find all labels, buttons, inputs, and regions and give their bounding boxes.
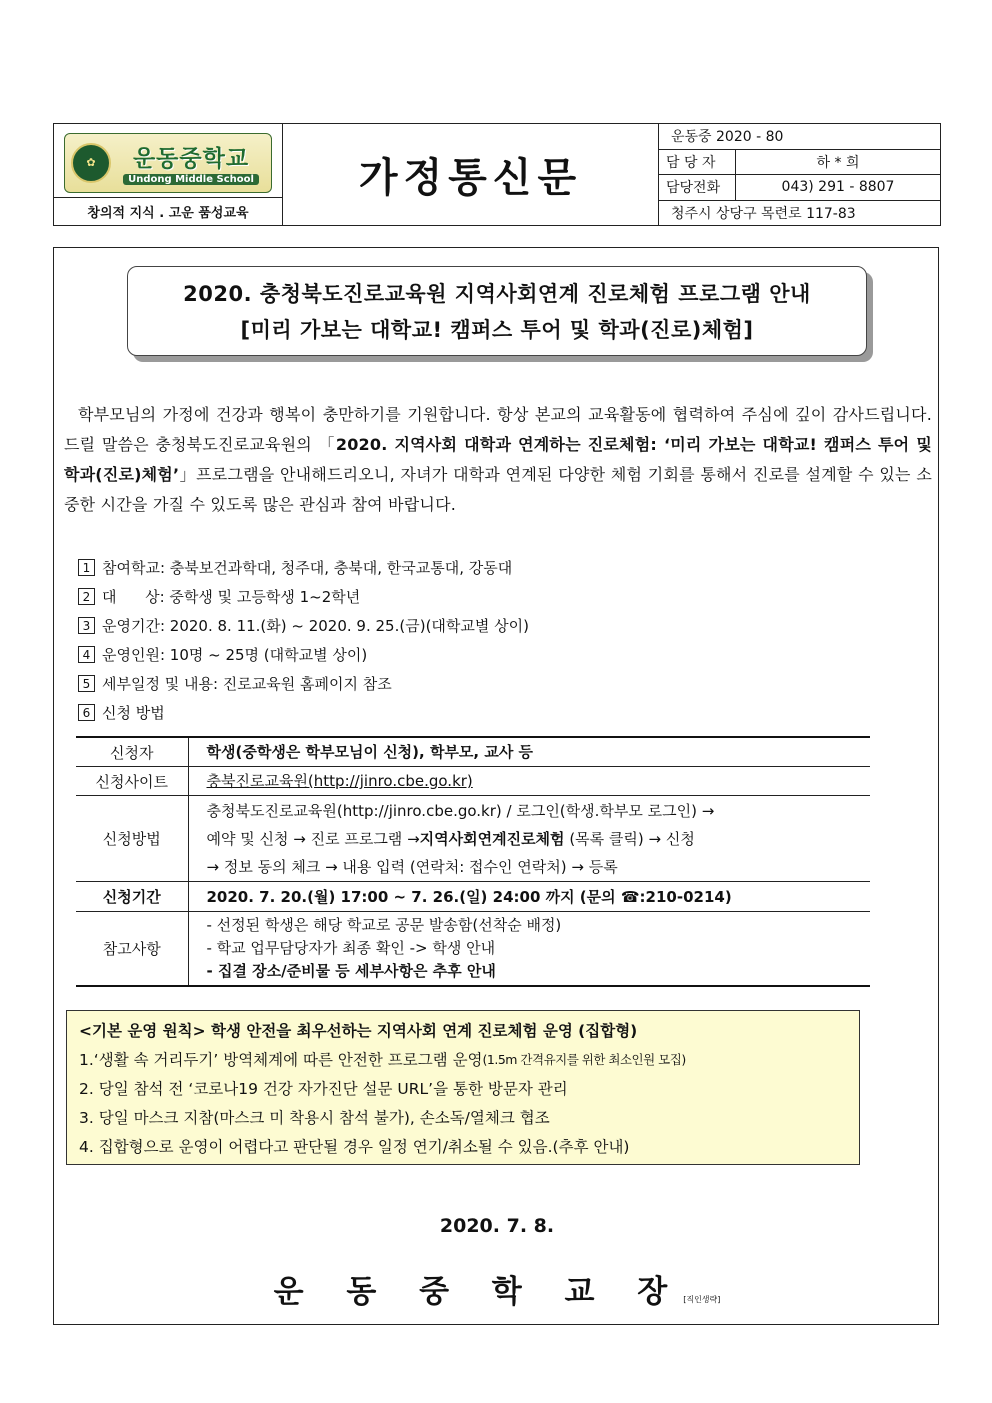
method-line-3: → 정보 동의 체크 → 내용 입력 (연락처: 접수인 연락처) → 등록 [206,857,618,876]
note-3: - 집결 장소/준비물 등 세부사항은 추후 안내 [206,961,496,980]
doc-number-row [659,124,940,150]
document-header [53,123,941,226]
rule-2: 2. 당일 참석 전 ‘코로나19 건강 자가진단 설문 URL’을 통한 방문자 관리 [79,1079,568,1098]
document-body [53,247,939,1325]
rules-heading: <기본 운영 원칙> 학생 안전을 최우선하는 지역사회 연계 진로체험 운영 (집합형) [79,1021,638,1040]
principal-title: 운 동 중 학 교 장 [273,1274,684,1310]
logo-cell [54,124,283,225]
item-number: 3 [78,617,95,634]
seal-note: [직인생략] [683,1295,721,1304]
list-item [78,698,529,727]
item-number: 1 [78,559,95,576]
applicant-value: 학생(중학생은 학부모님이 신청), 학부모, 교사 등 [188,737,870,767]
title-cell [283,124,659,225]
address-row [659,201,940,226]
item-text: 운영기간: 2020. 8. 11.(화) ~ 2020. 9. 25.(금)(대학교별 상이) [102,617,529,635]
period-label: 신청기간 [76,882,188,912]
method-line-2-start: 예약 및 신청 → 진로 프로그램 → [206,829,420,848]
phone-row [659,175,940,201]
table-row [76,767,870,796]
item-number: 6 [78,704,95,721]
item-text: 참여학교: 충북보건과학대, 청주대, 충북대, 한국교통대, 강동대 [102,559,513,577]
manager-value: 하 * 희 [816,154,860,171]
logo-english-name: Undong Middle School [123,174,259,185]
logo-text [117,140,265,185]
intro-paragraph [64,400,932,520]
period-value: 2020. 7. 20.(월) 17:00 ~ 7. 26.(일) 24:00 까지 (문의 ☎:210-0214) [188,882,870,912]
list-item [78,582,529,611]
manager-row [659,150,940,176]
item-text: 운영인원: 10명 ~ 25명 (대학교별 상이) [102,646,368,664]
banner-line-1: 2020. 충청북도진로교육원 지역사회연계 진로체험 프로그램 안내 [183,282,811,306]
rule-1-text: 1.‘생활 속 거리두기’ 방역체계에 따른 안전한 프로그램 운영 [79,1050,483,1069]
notes-value [188,912,870,986]
logo-badge [64,133,272,193]
method-label: 신청방법 [76,796,188,882]
table-row [76,796,870,882]
list-item [78,611,529,640]
notes-label: 참고사항 [76,912,188,986]
item-text: 세부일정 및 내용: 진로교육원 홈페이지 참조 [102,675,392,693]
method-line-2 [207,825,871,853]
school-emblem-icon: ✿ [71,143,111,183]
program-banner [127,266,867,356]
banner-line-2: [미리 가보는 대학교! 캠퍼스 투어 및 학과(진로)체험] [240,318,754,342]
site-link[interactable]: 충북진로교육원(http://jinro.cbe.go.kr) [206,772,473,790]
method-line-2-end: (목록 클릭) → 신청 [564,829,695,848]
list-item [78,553,529,582]
intro-program-name: 2020. 지역사회 대학과 연계하는 진로체험: ‘미리 가보는 대학교! 캠퍼스 투어 및 학과(진로)체험’ [64,435,932,484]
application-table [76,736,870,987]
phone-label: 담당전화 [659,175,736,200]
document-title: 가정통신문 [358,155,583,201]
applicant-label: 신청자 [76,737,188,767]
school-logo [54,124,282,197]
site-label: 신청사이트 [76,767,188,796]
address: 청주시 상당구 목련로 117-83 [671,205,856,222]
table-row [76,912,870,986]
method-program-name: 지역사회연계진로체험 [419,829,565,848]
doc-number: 운동중 2020 - 80 [671,129,784,146]
phone-value: 043) 291 - 8807 [781,179,895,196]
table-row [76,737,870,767]
rule-1-note: (1.5m 간격유지를 위한 최소인원 모집) [482,1051,686,1067]
intro-text-2: 」프로그램을 안내해드리오니, 자녀가 대학과 연계된 다양한 체험 기회를 통해서 진로를 설계할 수 있는 소중한 시간을 가질 수 있도록 많은 관심과 참여 바랍니다. [64,465,932,514]
note-2: - 학교 업무담당자가 최종 확인 -> 학생 안내 [206,938,496,957]
intro-text-1: 학부모님의 가정에 건강과 행복이 충만하기를 기원합니다. 항상 본교의 교육활동에 협력하여 주심에 깊이 감사드립니다. 드릴 말씀은 충청북도진로교육원의 「 [64,405,932,454]
item-number: 5 [78,675,95,692]
list-item [78,669,529,698]
item-text: 신청 방법 [102,704,165,722]
table-row [76,882,870,912]
info-list [78,553,529,727]
item-number: 2 [78,588,95,605]
operation-rules-box [66,1010,860,1165]
rule-4: 4. 집합형으로 운영이 어렵다고 판단될 경우 일정 연기/취소될 수 있음.(추후 안내) [79,1137,630,1156]
manager-label: 담 당 자 [659,150,736,175]
method-line-1: 충청북도진로교육원(http://jinro.cbe.go.kr) / 로그인(학생.학부모 로그인) → [206,801,715,820]
method-value [188,796,870,882]
school-motto: 창의적 지식 . 고운 품성교육 [54,197,282,225]
list-item [78,640,529,669]
rule-3: 3. 당일 마스크 지참(마스크 미 착용시 참석 불가), 손소독/열체크 협조 [79,1108,550,1127]
issue-date: 2020. 7. 8. [439,1215,555,1237]
rule-1 [79,1044,859,1073]
principal-signature [54,1266,940,1311]
info-cell [659,124,940,225]
note-1: - 선정된 학생은 해당 학교로 공문 발송함(선착순 배정) [206,915,562,934]
item-number: 4 [78,646,95,663]
item-text: 대 상: 중학생 및 고등학생 1~2학년 [102,588,361,606]
logo-korean-name: 운동중학교 [132,146,250,172]
